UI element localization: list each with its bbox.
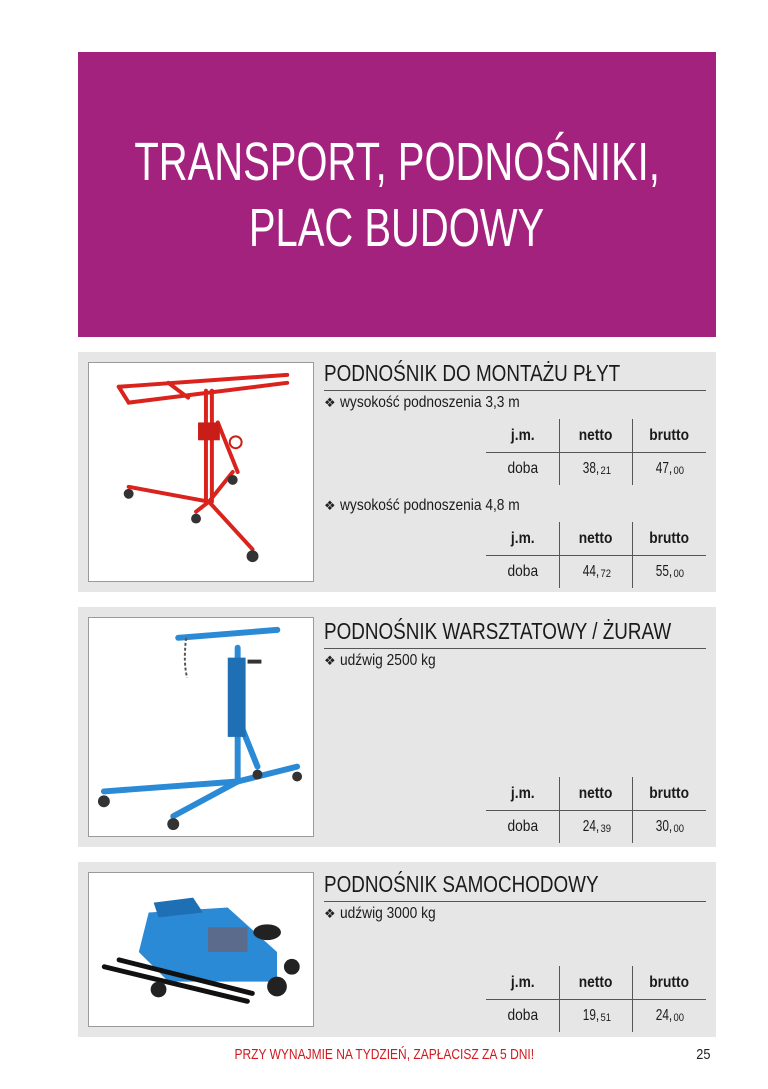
car-jack-photo bbox=[88, 872, 314, 1027]
brutto-header: brutto bbox=[632, 966, 705, 999]
page-title-line-1: TRANSPORT, PODNOŚNIKI, bbox=[134, 131, 660, 192]
brutto-price: $24,_{00}$ bbox=[632, 1000, 705, 1032]
netto-header: netto bbox=[559, 777, 632, 810]
brutto-header: brutto bbox=[632, 522, 705, 555]
bullet-icon: ❖ bbox=[324, 395, 336, 410]
feature-height-3-3: ❖ wysokość podnoszenia 3,3 m bbox=[324, 394, 520, 411]
brutto-price: $55,_{00}$ bbox=[632, 556, 705, 588]
car-jack-image bbox=[89, 873, 313, 1026]
product-card-workshop-crane bbox=[78, 607, 716, 847]
bullet-icon: ❖ bbox=[324, 906, 336, 921]
unit-header: j.m. bbox=[510, 784, 535, 802]
unit-value: doba bbox=[507, 1007, 538, 1024]
price-table bbox=[486, 522, 706, 588]
page-title-line-2: PLAC BUDOWY bbox=[249, 197, 545, 258]
netto-price: $24,_{39}$ bbox=[559, 811, 632, 843]
feature-height-4-8: ❖ wysokość podnoszenia 4,8 m bbox=[324, 497, 520, 514]
brutto-price: $47,_{00}$ bbox=[632, 453, 705, 485]
unit-header: j.m. bbox=[510, 426, 535, 444]
unit-value: doba bbox=[507, 460, 538, 477]
brutto-price: $30,_{00}$ bbox=[632, 811, 705, 843]
unit-value: doba bbox=[507, 818, 538, 835]
product-title: PODNOŚNIK SAMOCHODOWY bbox=[324, 870, 706, 902]
netto-price: $44,_{72}$ bbox=[559, 556, 632, 588]
product-title: PODNOŚNIK WARSZTATOWY / ŻURAW bbox=[324, 617, 706, 649]
netto-price: $19,_{51}$ bbox=[559, 1000, 632, 1032]
drywall-lift-photo bbox=[88, 362, 314, 582]
price-table bbox=[486, 419, 706, 485]
workshop-crane-image bbox=[89, 618, 313, 836]
unit-header: j.m. bbox=[510, 529, 535, 547]
brutto-header: brutto bbox=[632, 419, 705, 452]
price-table bbox=[486, 777, 706, 843]
feature-capacity-3000: ❖ udźwig 3000 kg bbox=[324, 905, 436, 922]
unit-header: j.m. bbox=[510, 973, 535, 991]
feature-capacity-2500: ❖ udźwig 2500 kg bbox=[324, 652, 436, 669]
bullet-icon: ❖ bbox=[324, 498, 336, 513]
bullet-icon: ❖ bbox=[324, 653, 336, 668]
product-title: PODNOŚNIK DO MONTAŻU PŁYT bbox=[324, 359, 706, 391]
drywall-lift-image bbox=[89, 363, 313, 581]
netto-header: netto bbox=[559, 966, 632, 999]
weekly-rental-promo: PRZY WYNAJMIE NA TYDZIEŃ, ZAPŁACISZ ZA 5 DNI! bbox=[234, 1046, 534, 1063]
product-card-drywall-lift bbox=[78, 352, 716, 592]
brutto-header: brutto bbox=[632, 777, 705, 810]
netto-header: netto bbox=[559, 522, 632, 555]
header-banner bbox=[78, 52, 716, 337]
product-card-car-jack bbox=[78, 862, 716, 1037]
workshop-crane-photo bbox=[88, 617, 314, 837]
unit-value: doba bbox=[507, 563, 538, 580]
netto-price: $38,_{21}$ bbox=[559, 453, 632, 485]
price-table bbox=[486, 966, 706, 1032]
page-number: 25 bbox=[696, 1046, 711, 1063]
netto-header: netto bbox=[559, 419, 632, 452]
